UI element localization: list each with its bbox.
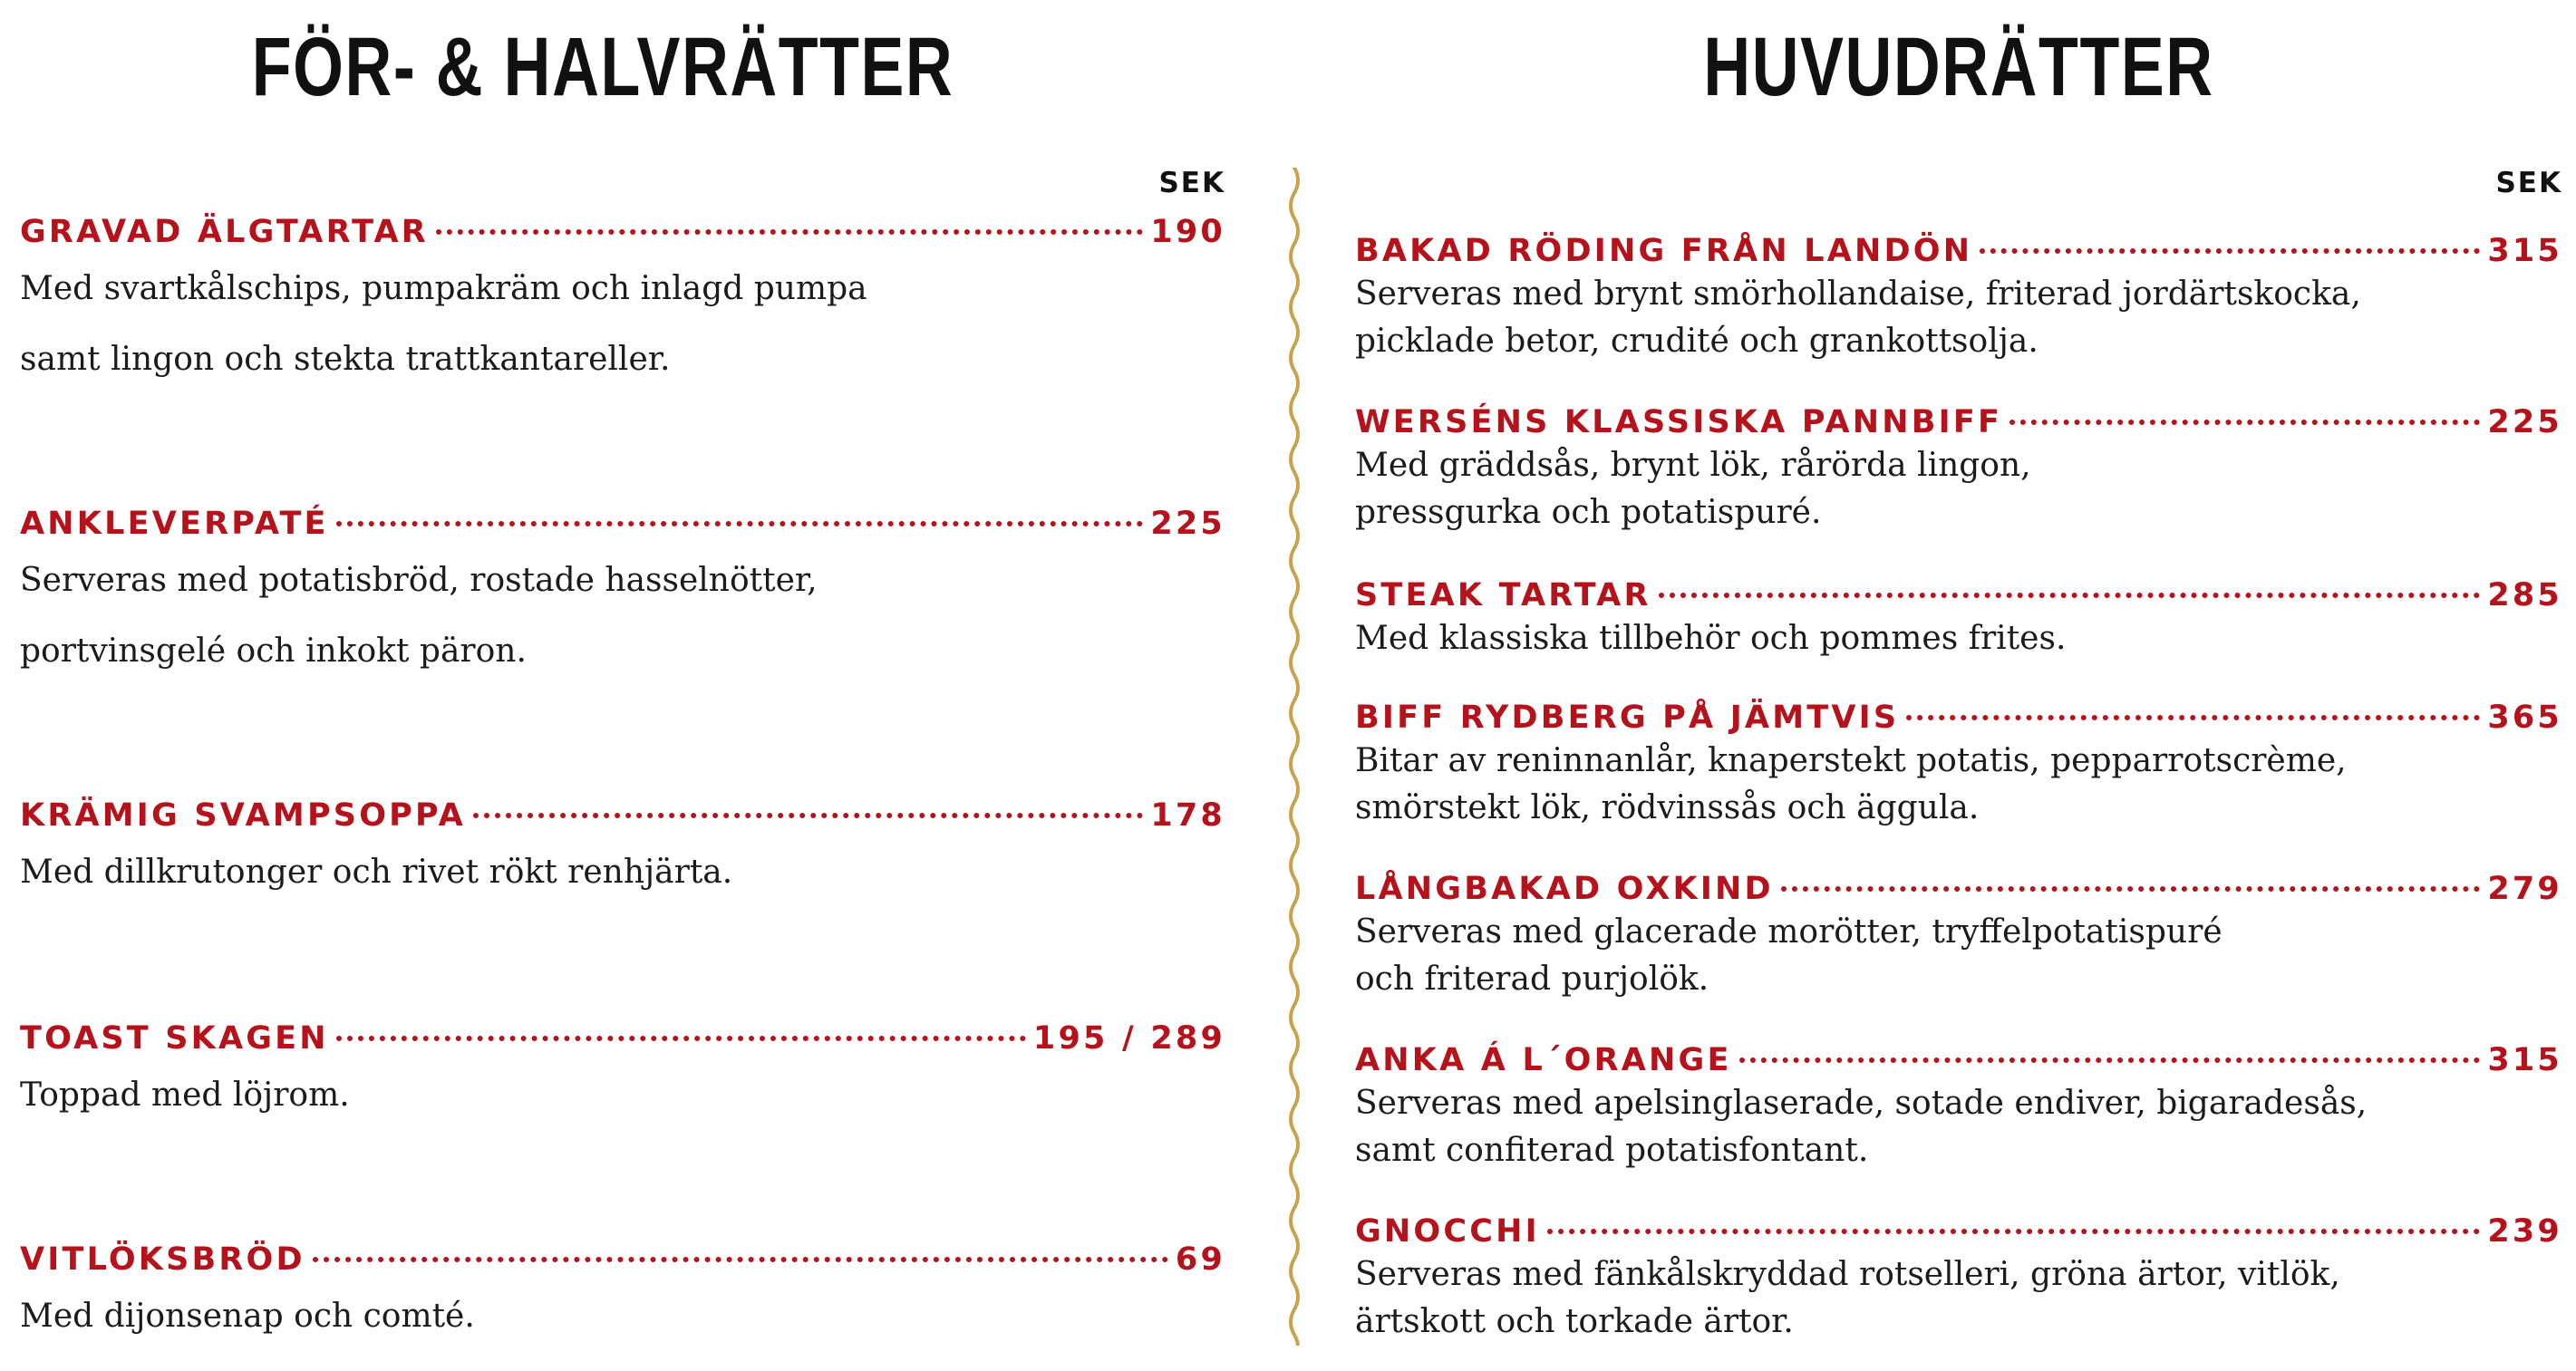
menu-item [1355, 1213, 2562, 1346]
menu-item-name: VITLÖKSBRÖD [20, 1241, 305, 1278]
menu-item [1355, 700, 2562, 832]
menu-item-description [1355, 1251, 2562, 1346]
menu-item-name: KRÄMIG SVAMPSOPPA [20, 797, 466, 834]
menu-item [1355, 871, 2562, 1003]
menu-item-price: 279 [2487, 871, 2562, 907]
menu-item-header [1355, 1042, 2562, 1078]
menu-item [20, 1241, 1225, 1352]
description-line: Med gräddsås, brynt lök, rårörda lingon, [1355, 447, 2031, 484]
menu-item-name: GNOCCHI [1355, 1213, 1540, 1250]
menu-item-description [20, 254, 1225, 395]
menu-item [1355, 577, 2562, 662]
description-line: smörstekt lök, rödvinssås och äggula. [1355, 789, 1980, 826]
description-line: Med dillkrutonger och rivet rökt renhjärta. [20, 854, 733, 891]
menu-item-price: 365 [2487, 700, 2562, 736]
description-line: Bitar av reninnanlår, knaperstekt potatis, pepparrotscrème, [1355, 742, 2347, 779]
menu-item-price: 178 [1150, 797, 1225, 834]
menu-item-name: GRAVAD ÄLGTARTAR [20, 214, 429, 250]
menu-item [1355, 233, 2562, 365]
menu-item-description [20, 546, 1225, 687]
wavy-divider [1276, 168, 1312, 1346]
menu-item-name: WERSÉNS KLASSISKA PANNBIFF [1355, 404, 2003, 440]
description-line: Med dijonsenap och comté. [20, 1298, 475, 1335]
starters-currency-label: SEK [1158, 167, 1225, 199]
menu-item-description [1355, 615, 2562, 662]
main-courses-heading: HUVUDRÄTTER [1703, 21, 2214, 113]
menu-item-description [1355, 738, 2562, 832]
menu-item-description [1355, 909, 2562, 1003]
menu-item-header [20, 1241, 1225, 1278]
dotted-leader [1739, 1057, 2481, 1063]
menu-item-header [1355, 1213, 2562, 1250]
dotted-leader [1547, 1229, 2480, 1234]
menu-item-name: TOAST SKAGEN [20, 1020, 329, 1057]
description-line: samt lingon och stekta trattkantareller. [20, 341, 671, 378]
dotted-leader [1980, 248, 2480, 254]
description-line: ärtskott och torkade ärtor. [1355, 1303, 1794, 1340]
dotted-leader [336, 1036, 1026, 1041]
menu-item [20, 1020, 1225, 1131]
menu-item [20, 506, 1225, 687]
menu-item [1355, 404, 2562, 536]
dotted-leader [473, 813, 1143, 818]
menu-item-description [1355, 271, 2562, 365]
menu-item-name: STEAK TARTAR [1355, 577, 1651, 613]
menu-item-header [1355, 871, 2562, 907]
dotted-leader [1659, 593, 2481, 598]
menu-item-name: BAKAD RÖDING FRÅN LANDÖN [1355, 233, 1973, 269]
dotted-leader [1906, 715, 2480, 720]
menu-item-price: 225 [1150, 506, 1225, 542]
menu-item-name: ANKA Á L´ORANGE [1355, 1042, 1732, 1078]
main-courses-currency-label: SEK [2495, 167, 2562, 199]
dotted-leader [313, 1257, 1168, 1262]
menu-item-header [1355, 700, 2562, 736]
description-line: pressgurka och potatispuré. [1355, 494, 1822, 531]
menu-item-price: 315 [2487, 1042, 2562, 1078]
menu-item-name: LÅNGBAKAD OXKIND [1355, 871, 1774, 907]
description-line: Toppad med löjrom. [20, 1077, 350, 1114]
description-line: Med klassiska tillbehör och pommes frites. [1355, 620, 2067, 657]
menu-item-header [20, 797, 1225, 834]
menu-item-header [1355, 577, 2562, 613]
menu-item-price: 315 [2487, 233, 2562, 269]
menu-item [20, 797, 1225, 908]
menu-item-name: ANKLEVERPATÉ [20, 506, 329, 542]
dotted-leader [2009, 420, 2480, 425]
menu-item-price: 190 [1150, 214, 1225, 250]
menu-item-header [20, 214, 1225, 250]
menu-item-header [20, 1020, 1225, 1057]
description-line: Serveras med apelsinglaserade, sotade endiver, bigaradesås, [1355, 1085, 2368, 1122]
menu-item-header [1355, 233, 2562, 269]
menu-item-description [20, 1281, 1225, 1352]
description-line: Serveras med potatisbröd, rostade hasselnötter, [20, 562, 818, 599]
menu-item-header [1355, 404, 2562, 440]
dotted-leader [436, 229, 1143, 235]
menu-item-price: 195 / 289 [1032, 1020, 1225, 1057]
menu-item-description [1355, 1080, 2562, 1174]
menu-item [1355, 1042, 2562, 1174]
menu-item-price: 239 [2487, 1213, 2562, 1250]
menu-item-price: 285 [2487, 577, 2562, 613]
dotted-leader [336, 521, 1144, 526]
description-line: portvinsgelé och inkokt päron. [20, 632, 527, 670]
description-line: samt confiterad potatisfontant. [1355, 1132, 1869, 1169]
description-line: Med svartkålschips, pumpakräm och inlagd pumpa [20, 270, 867, 307]
menu-item-price: 69 [1175, 1241, 1225, 1278]
menu-item-description [1355, 442, 2562, 536]
description-line: Serveras med fänkålskryddad rotselleri, gröna ärtor, vitlök, [1355, 1256, 2340, 1293]
menu-item-description [20, 1060, 1225, 1131]
menu-item-description [20, 837, 1225, 908]
menu-item-header [20, 506, 1225, 542]
description-line: och friterad purjolök. [1355, 961, 1709, 998]
description-line: Serveras med glacerade morötter, tryffelpotatispuré [1355, 913, 2223, 951]
menu-item-name: BIFF RYDBERG PÅ JÄMTVIS [1355, 700, 1900, 736]
menu-item-price: 225 [2487, 404, 2562, 440]
dotted-leader [1781, 886, 2481, 892]
description-line: Serveras med brynt smörhollandaise, friterad jordärtskocka, [1355, 275, 2361, 313]
description-line: picklade betor, crudité och grankottsolja. [1355, 323, 2039, 360]
menu-item [20, 214, 1225, 395]
starters-heading: FÖR- & HALVRÄTTER [251, 21, 954, 113]
